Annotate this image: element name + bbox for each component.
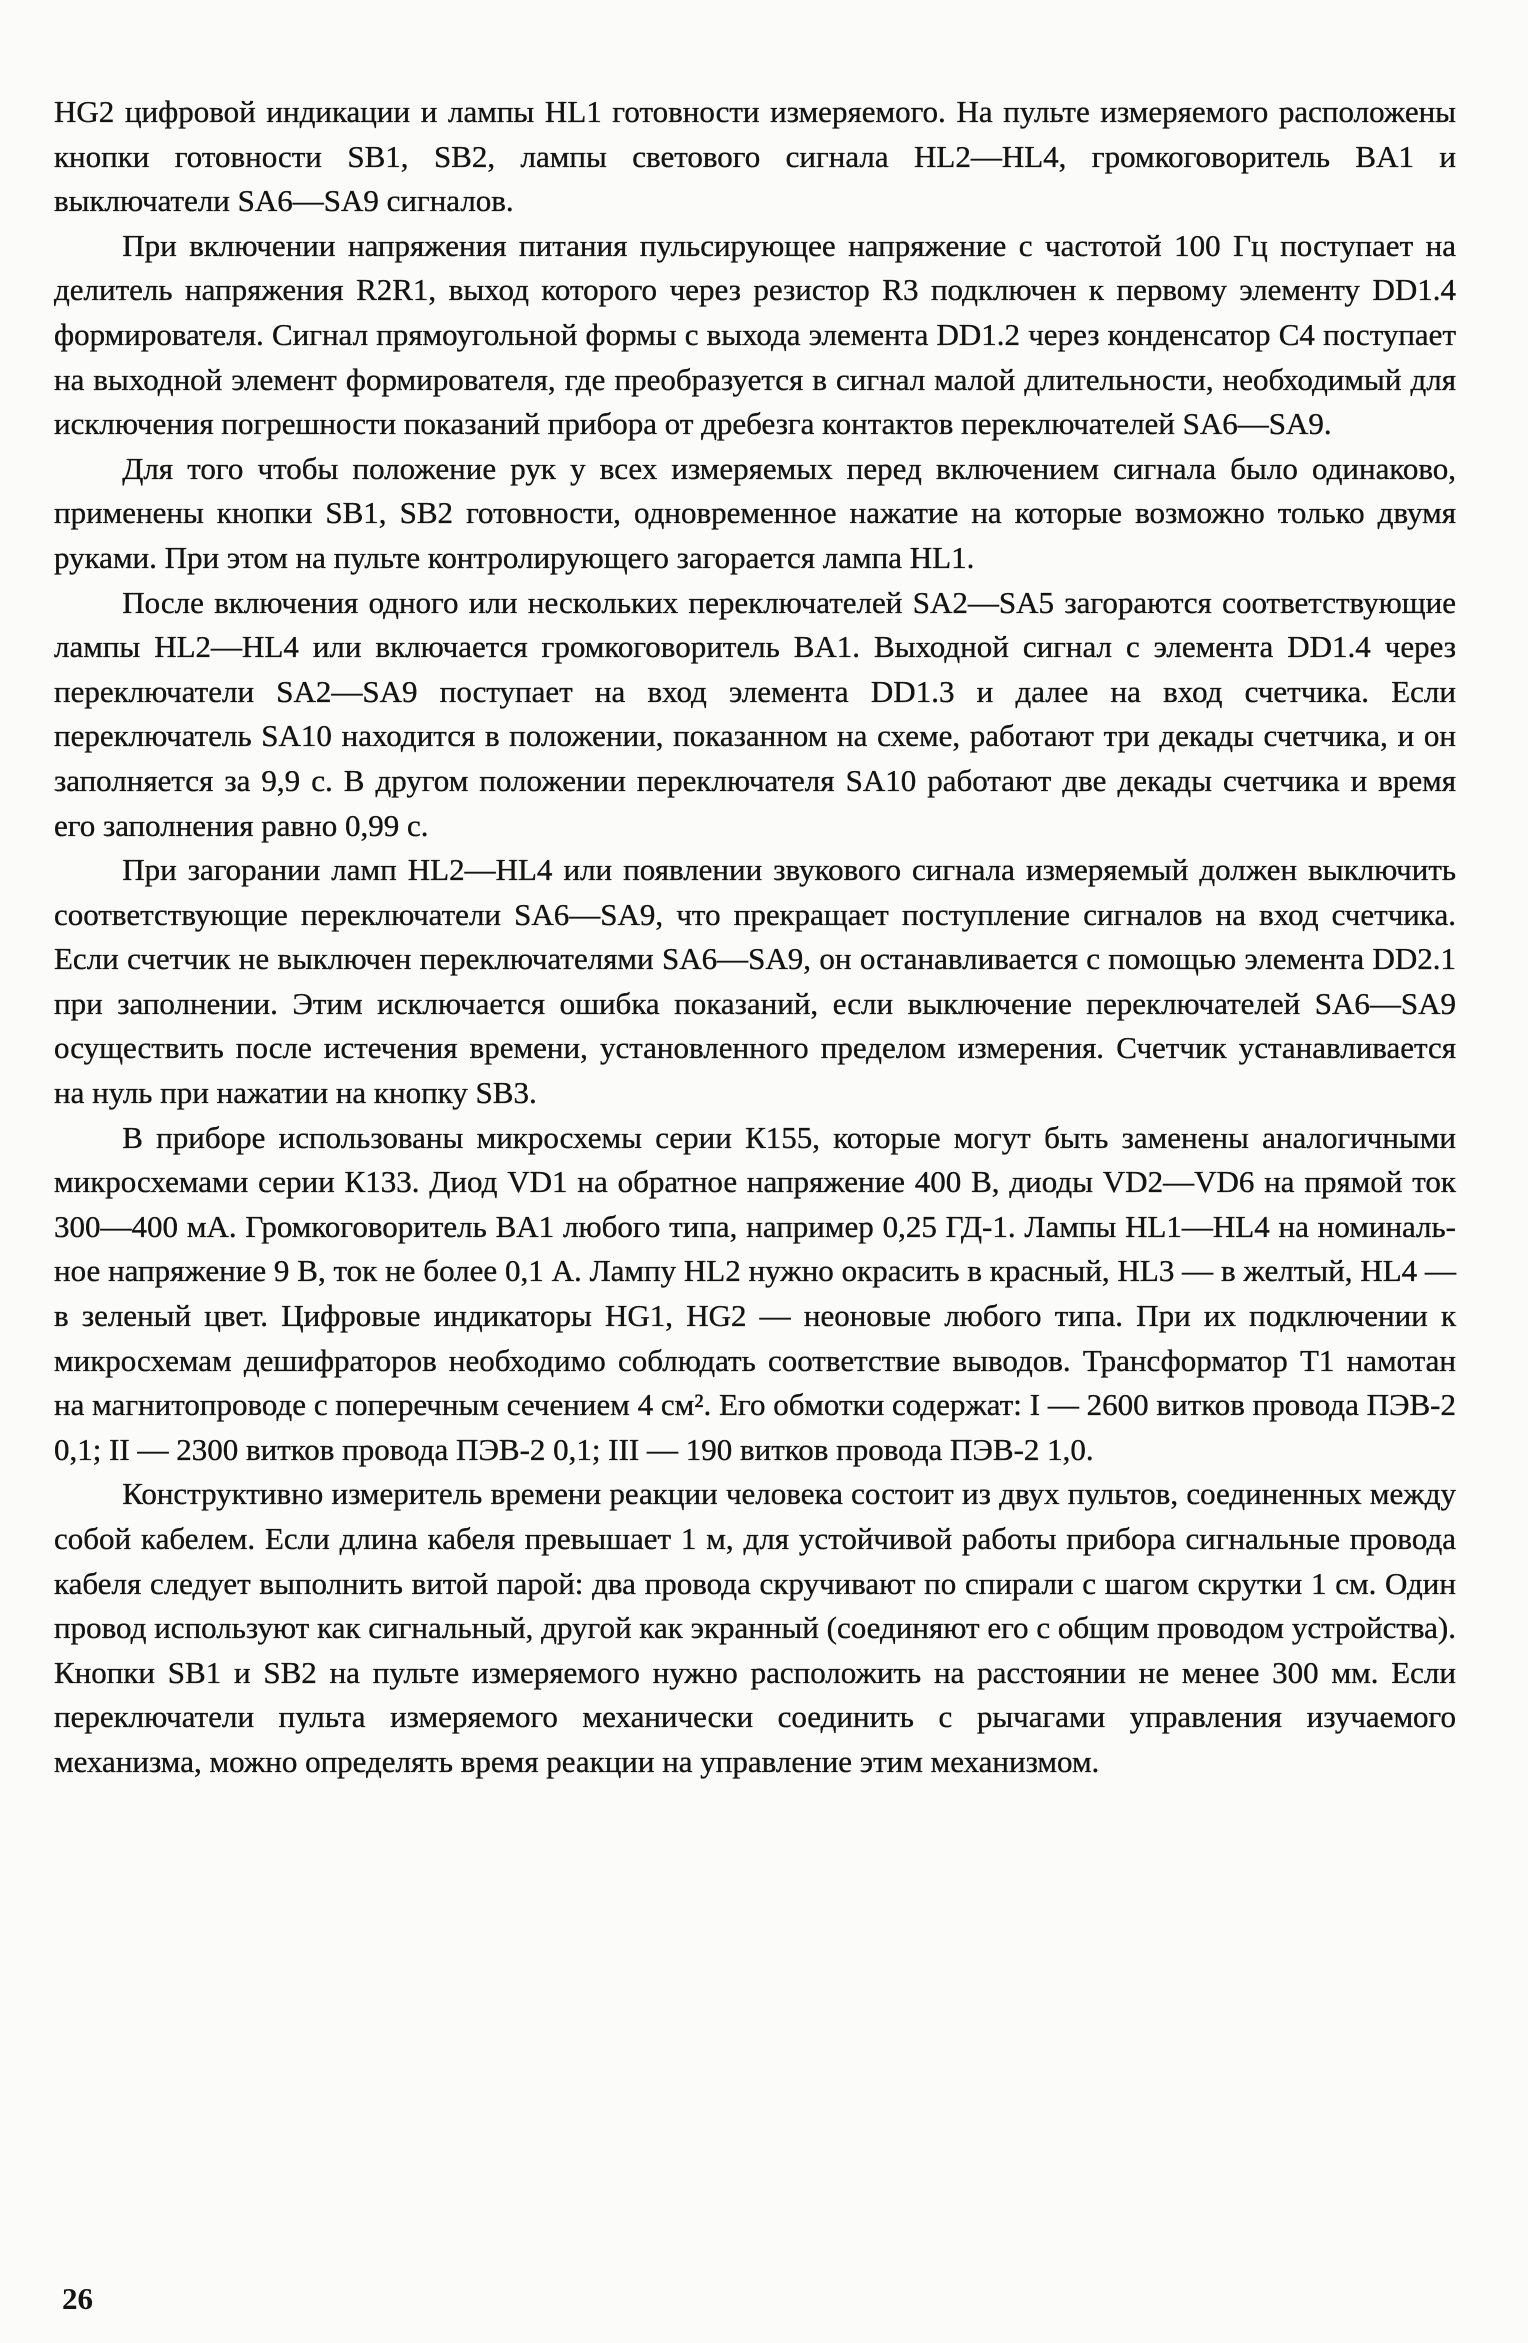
paragraph-3: Для того чтобы положение рук у всех измеряемых перед включением сигнала было одинаково, применены кнопки SB1, SB2 готовности, одновременное нажатие на которые возможно только двумя руками. При этом на пульте контролирующего загорается лампа HL1.: [54, 450, 1456, 575]
page-number: 26: [62, 2281, 93, 2316]
paragraph-5: При загорании ламп HL2—HL4 или появлении звукового сигнала измеряемый должен выключить соответствующие переключатели SA6—SA9, что прекращает поступление сигналов на вход счетчика. Если счетчик не выключен переключателями SA6—SA9, он останавливается с помощью элемента DD2.1 при заполнении. Этим исключается ошибка показаний, если выключение переключателей SA6—SA9 осуществить после истечения времени, установленного пределом измерения. Счетчик устанавливается на нуль при нажатии на кнопку SB3.: [54, 852, 1456, 1111]
paragraph-6: В приборе использованы микросхемы серии К155, которые могут быть заменены аналогичными микросхемами серии К133. Диод VD1 на обратное напряжение 400 В, диоды VD2—VD6 на прямой ток 300—400 мА. Громкоговоритель BA1 любого типа, например 0,25 ГД-1. Лампы HL1—HL4 на номинальное напряжение 9 В, ток не более 0,1 А. Лампу HL2 нужно окрасить в красный, HL3 — в желтый, HL4 — в зеленый цвет. Цифровые индикаторы HG1, HG2 — неоновые любого типа. При их подключении к микросхемам дешифраторов необходимо соблюдать соответствие выводов. Трансформатор T1 намотан на магнитопроводе с поперечным сечением 4 см². Его обмотки содержат: I — 2600 витков провода ПЭВ-2 0,1; II — 2300 витков провода ПЭВ-2 0,1; III — 190 витков провода ПЭВ-2 1,0.: [54, 1119, 1456, 1467]
paragraph-4: После включения одного или нескольких переключателей SA2—SA5 загораются соответствующие лампы HL2—HL4 или включается громкоговоритель BA1. Выходной сигнал с элемента DD1.4 через переключатели SA2—SA9 поступает на вход элемента DD1.3 и далее на вход счетчика. Если переключатель SA10 находится в положении, показанном на схеме, работают три декады счетчика, и он заполняется за 9,9 с. В другом положении переключателя SA10 работают две декады счетчика и время его заполнения равно 0,99 с.: [54, 584, 1456, 843]
paragraph-1: HG2 цифровой индикации и лампы HL1 готовности измеряемого. На пульте измеряемого расположены кнопки готовности SB1, SB2, лампы светового сигнала HL2—HL4, громкоговоритель BA1 и выключатели SA6—SA9 сигналов.: [54, 94, 1456, 219]
page-text: [54, 90, 1456, 1785]
paragraph-2: При включении напряжения питания пульсирующее напряжение с частотой 100 Гц поступает на делитель напряжения R2R1, выход которого через резистор R3 подключен к первому элементу DD1.4 формирователя. Сигнал прямоугольной формы с выхода элемента DD1.2 через конденсатор C4 поступает на выходной элемент формирователя, где преобразуется в сигнал малой длительности, необходимый для исключения погрешности показаний прибора от дребезга контактов переключателей SA6—SA9.: [54, 227, 1456, 442]
paragraph-7: Конструктивно измеритель времени реакции человека состоит из двух пультов, соединенных между собой кабелем. Если длина кабеля превышает 1 м, для устойчивой работы прибора сигнальные провода кабеля следует выполнить витой парой: два провода скручивают по спирали с шагом скрутки 1 см. Один провод используют как сигнальный, другой как экранный (соединяют его с общим проводом устройства). Кнопки SB1 и SB2 на пульте измеряемого нужно расположить на расстоянии не менее 300 мм. Если переключатели пульта измеряемого механически соединить с рычагами управления изучаемого механизма, можно определять время реакции на управление этим механизмом.: [54, 1476, 1456, 1779]
